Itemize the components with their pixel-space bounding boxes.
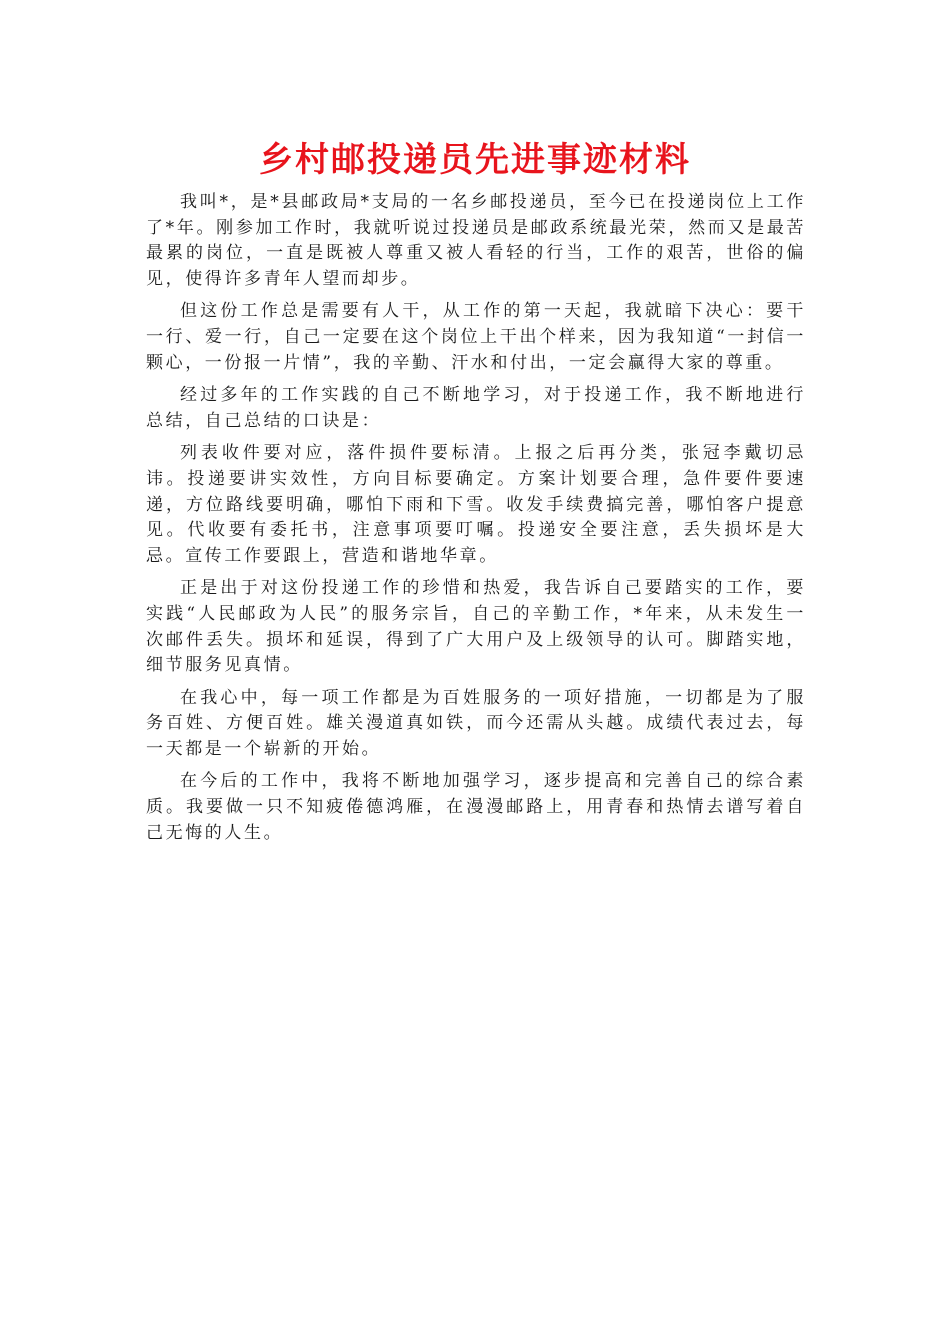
paragraph-7: 在今后的工作中，我将不断地加强学习，逐步提高和完善自己的综合素质。我要做一只不知疲倦德鸿雁，在漫漫邮路上，用青春和热情去谱写着自己无悔的人生。 <box>146 771 806 843</box>
paragraph-1: 我叫*，是*县邮政局*支局的一名乡邮投递员，至今已在投递岗位上工作了*年。刚参加工作时，我就听说过投递员是邮政系统最光荣，然而又是最苦最累的岗位，一直是既被人尊重又被人看轻的行当，工作的艰苦，世俗的偏见，使得许多青年人望而却步。 <box>146 192 806 289</box>
paragraph-6: 在我心中，每一项工作都是为百姓服务的一项好措施，一切都是为了服务百姓、方便百姓。雄关漫道真如铁，而今还需从头越。成绩代表过去，每一天都是一个崭新的开始。 <box>146 687 806 759</box>
paragraph-4: 列表收件要对应，落件损件要标清。上报之后再分类，张冠李戴切忌讳。投递要讲实效性，方向目标要确定。方案计划要合理，急件要件要速递，方位路线要明确，哪怕下雨和下雪。收发手续费搞完善，哪怕客户提意见。代收要有委托书，注意事项要叮嘱。投递安全要注意，丢失损坏是大忌。宣传工作要跟上，营造和谐地华章。 <box>146 443 806 566</box>
paragraph-2: 但这份工作总是需要有人干，从工作的第一天起，我就暗下决心：要干一行、爱一行，自己一定要在这个岗位上干出个样来，因为我知道“一封信一颗心，一份报一片情”，我的辛勤、汗水和付出，一定会赢得大家的尊重。 <box>146 301 806 373</box>
document-body <box>146 190 806 853</box>
paragraph-5: 正是出于对这份投递工作的珍惜和热爱，我告诉自己要踏实的工作，要实践“人民邮政为人民”的服务宗旨，自己的辛勤工作，*年来，从未发生一次邮件丢失。损坏和延误，得到了广大用户及上级领导的认可。脚踏实地，细节服务见真情。 <box>146 578 806 676</box>
paragraph-3: 经过多年的工作实践的自己不断地学习，对于投递工作，我不断地进行总结，自己总结的口诀是： <box>146 385 806 431</box>
document-title: 乡村邮投递员先进事迹材料 <box>259 140 691 180</box>
